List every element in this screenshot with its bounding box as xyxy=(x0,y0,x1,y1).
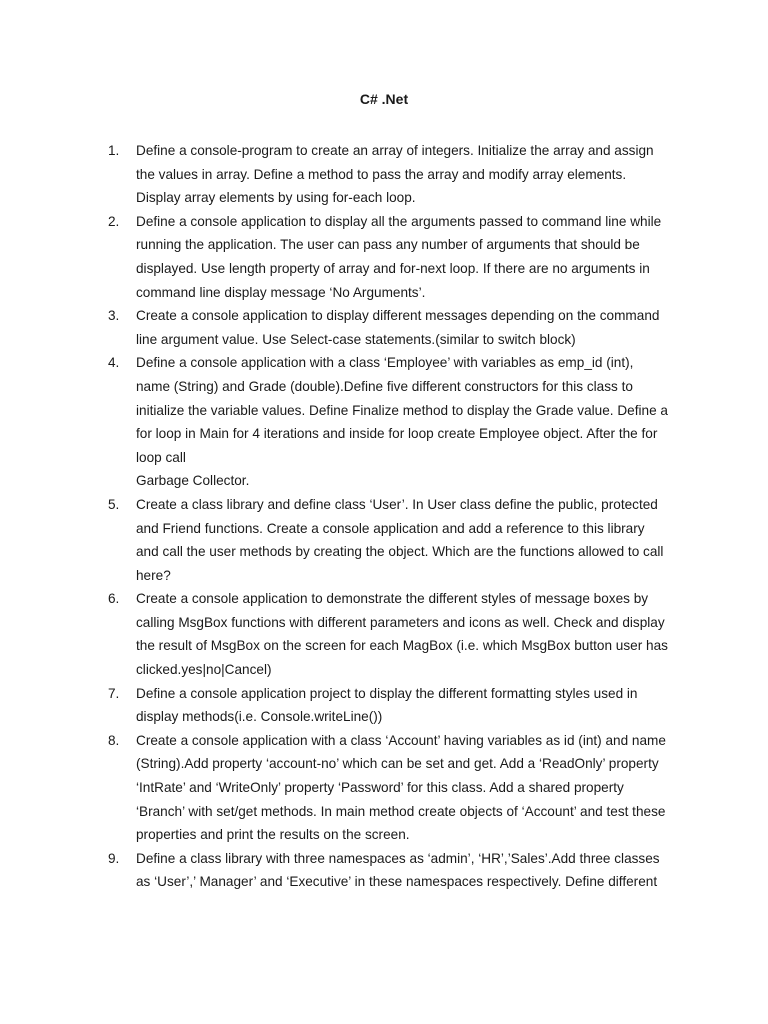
list-item-text-line: (String).Add property ‘account-no’ which can be set and get. Add a ‘ReadOnly’ property xyxy=(136,756,659,772)
list-item-text-line: line argument value. Use Select-case statements.(similar to switch block) xyxy=(136,331,576,347)
list-item-text-line: ‘IntRate’ and ‘WriteOnly’ property ‘Password’ for this class. Add a shared property xyxy=(136,780,624,796)
list-item-text-line: Define a class library with three namespaces as ‘admin’, ‘HR’,’Sales’.Add three classes xyxy=(136,850,660,866)
list-item-text-line: Define a console application to display all the arguments passed to command line while xyxy=(136,213,662,229)
list-item xyxy=(108,304,683,351)
list-item-number: 3. xyxy=(108,308,120,324)
list-item-text-line: clicked.yes|no|Cancel) xyxy=(136,662,272,678)
list-item-text-line: the values in array. Define a method to pass the array and modify array elements. xyxy=(136,166,627,182)
list-item-text-line: Define a console-program to create an array of integers. Initialize the array and assign xyxy=(136,143,654,158)
list-item-text-line: Create a console application with a class ‘Account’ having variables as id (int) and name xyxy=(136,732,666,748)
list-item-text-line: Define a console application project to display the different formatting styles used in xyxy=(136,685,638,701)
list-item-number: 6. xyxy=(108,591,120,607)
list-item xyxy=(108,847,683,894)
list-item-number: 2. xyxy=(108,213,120,229)
list-item-text-line: Display array elements by using for-each loop. xyxy=(136,190,416,206)
list-item-text-line: Create a console application to demonstrate the different styles of message boxes by xyxy=(136,591,649,607)
list-item xyxy=(108,682,683,729)
list-item-text-line: displayed. Use length property of array and for-next loop. If there are no arguments in xyxy=(136,260,650,276)
list-item-text-line: the result of MsgBox on the screen for each MagBox (i.e. which MsgBox button user has xyxy=(136,638,668,654)
list-item-text-line: Define a console application with a class ‘Employee’ with variables as emp_id (int), xyxy=(136,355,634,371)
list-item xyxy=(108,493,683,587)
list-item xyxy=(108,729,683,847)
list-item-number: 7. xyxy=(108,685,120,701)
list-item-text-line: for loop in Main for 4 iterations and inside for loop create Employee object. After the for xyxy=(136,426,658,442)
list-item-text-line: running the application. The user can pass any number of arguments that should be xyxy=(136,237,640,253)
list-item-text-line: and Friend functions. Create a console application and add a reference to this library xyxy=(136,520,645,536)
list-item-text-line: command line display message ‘No Arguments’. xyxy=(136,284,426,300)
list-item-text-line: Garbage Collector. xyxy=(136,473,250,489)
list-item-number: 9. xyxy=(108,850,120,866)
exercise-list xyxy=(108,139,683,894)
list-item-text-line: properties and print the results on the screen. xyxy=(136,827,410,843)
page-title: C# .Net xyxy=(359,91,409,107)
list-item-text-line: Create a class library and define class ‘User’. In User class define the public, protected xyxy=(136,496,658,512)
list-item-text-line: as ‘User’,’ Manager’ and ‘Executive’ in these namespaces respectively. Define different xyxy=(136,874,658,890)
list-item-text-line: and call the user methods by creating the object. Which are the functions allowed to call xyxy=(136,544,664,560)
list-item-text-line: Create a console application to display different messages depending on the command xyxy=(136,308,660,324)
list-item-text-line: display methods(i.e. Console.writeLine()) xyxy=(136,709,383,725)
list-item xyxy=(108,210,683,304)
list-item xyxy=(108,351,683,493)
list-item-text-line: name (String) and Grade (double).Define five different constructors for this class to xyxy=(136,378,633,394)
list-item-number: 8. xyxy=(108,732,120,748)
list-item-text-line: loop call xyxy=(136,449,186,465)
list-item xyxy=(108,587,683,681)
list-item-text-line: initialize the variable values. Define Finalize method to display the Grade value. Define a xyxy=(136,402,668,418)
list-item-text-line: here? xyxy=(136,567,171,583)
list-item-number: 5. xyxy=(108,496,120,512)
list-item-number: 1. xyxy=(108,143,120,158)
list-item-text-line: ‘Branch’ with set/get methods. In main method create objects of ‘Account’ and test these xyxy=(136,803,666,819)
list-item xyxy=(108,139,683,210)
list-item-number: 4. xyxy=(108,355,120,371)
list-item-text-line: calling MsgBox functions with different parameters and icons as well. Check and display xyxy=(136,614,665,630)
